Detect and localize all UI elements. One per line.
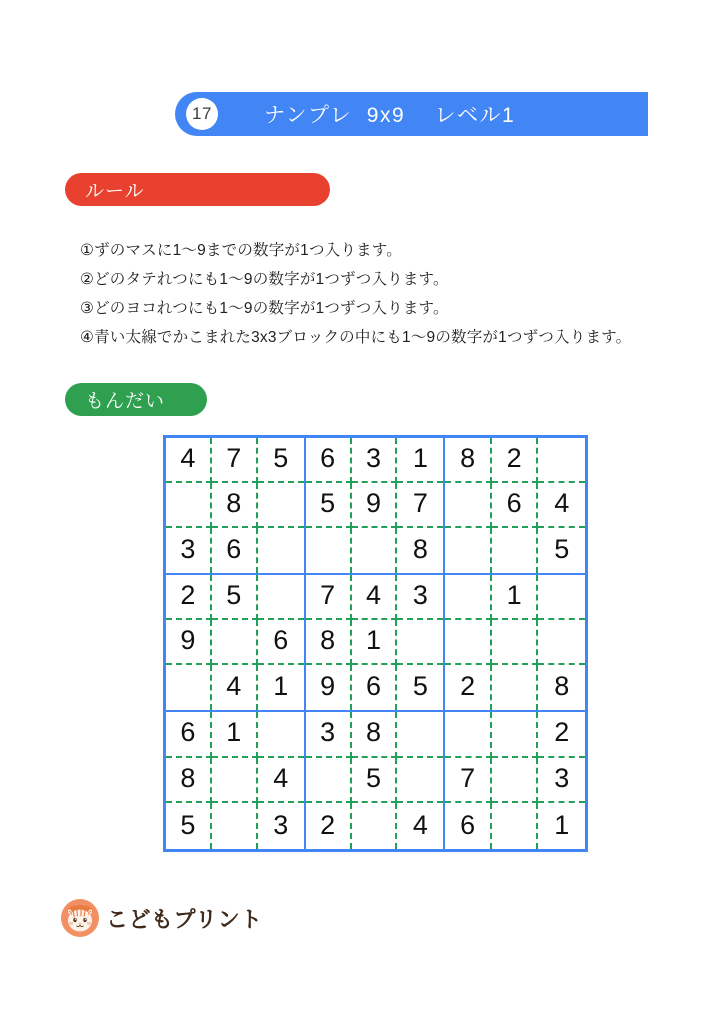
sudoku-cell-r1c1[interactable]: 4 (166, 438, 212, 483)
worksheet-number-badge: 17 (186, 98, 218, 130)
sudoku-cell-r1c5[interactable]: 3 (352, 438, 398, 483)
sudoku-block-r2c1 (166, 575, 306, 712)
sudoku-cell-r4c7[interactable] (445, 575, 492, 620)
sudoku-cell-r8c1[interactable]: 8 (166, 758, 212, 804)
sudoku-cell-r2c4[interactable]: 5 (306, 483, 352, 528)
sudoku-cell-r5c5[interactable]: 1 (352, 620, 398, 665)
sudoku-cell-r7c4[interactable]: 3 (306, 712, 352, 758)
sudoku-cell-r8c8[interactable] (492, 758, 539, 804)
sudoku-cell-r2c8[interactable]: 6 (492, 483, 539, 528)
sudoku-cell-r1c2[interactable]: 7 (212, 438, 258, 483)
rules-banner-label: ルール (85, 181, 145, 202)
rule-line-4: ④青い太線でかこまれた3x3ブロックの中にも1〜9の数字が1つずつ入ります。 (80, 329, 632, 346)
sudoku-cell-r8c7[interactable]: 7 (445, 758, 492, 804)
problem-banner-label: もんだい (85, 391, 166, 412)
sudoku-cell-r3c9[interactable]: 5 (554, 534, 570, 564)
page-title: ナンプレ 9x9 レベル1 (264, 104, 516, 127)
problem-section-banner (65, 383, 207, 416)
sudoku-cell-r7c9[interactable]: 2 (538, 712, 585, 758)
sudoku-cell-r6c7[interactable]: 2 (445, 665, 492, 710)
rule-line-2: ②どのタテれつにも1〜9の数字が1つずつ入ります。 (80, 271, 449, 288)
sudoku-cell-r3c5[interactable] (352, 528, 398, 573)
sudoku-cell-r5c9[interactable] (538, 620, 585, 665)
sudoku-cell-r5c2[interactable] (212, 620, 258, 665)
sudoku-block-r3c3 (445, 712, 585, 849)
sudoku-cell-r7c5[interactable]: 8 (352, 712, 398, 758)
sudoku-cell-r9c4[interactable]: 2 (306, 803, 352, 849)
worksheet-title-bar (175, 92, 648, 136)
sudoku-cell-r6c4[interactable]: 9 (306, 665, 352, 710)
sudoku-cell-r1c4[interactable]: 6 (306, 438, 352, 483)
sudoku-cell-r6c5[interactable]: 6 (352, 665, 398, 710)
sudoku-cell-r7c3[interactable] (258, 712, 304, 758)
sudoku-cell-r8c6[interactable] (397, 758, 443, 804)
sudoku-cell-r9c2[interactable] (212, 803, 258, 849)
sudoku-cell-r3c2[interactable]: 6 (212, 528, 258, 573)
sudoku-cell-r1c7[interactable]: 8 (445, 438, 492, 483)
sudoku-cell-r8c4[interactable] (306, 758, 352, 804)
sudoku-cell-r4c6[interactable]: 3 (397, 575, 443, 620)
sudoku-cell-r1c8[interactable]: 2 (492, 438, 539, 483)
sudoku-cell-r3c7[interactable] (445, 528, 492, 573)
sudoku-cell-r5c1[interactable]: 9 (166, 620, 212, 665)
sudoku-block-r2c3 (445, 575, 585, 712)
sudoku-block-r2c2 (306, 575, 446, 712)
rules-list (80, 236, 660, 352)
sudoku-cell-r2c6[interactable]: 7 (397, 483, 443, 528)
sudoku-block-r1c2 (306, 438, 446, 575)
sudoku-cell-r7c2[interactable]: 1 (212, 712, 258, 758)
sudoku-cell-r2c1[interactable] (166, 483, 212, 528)
sudoku-cell-r4c9[interactable] (538, 575, 585, 620)
sudoku-cell-r4c2[interactable]: 5 (212, 575, 258, 620)
sudoku-cell-r6c1[interactable] (166, 665, 212, 710)
rule-line-3: ③どのヨコれつにも1〜9の数字が1つずつ入ります。 (80, 300, 449, 317)
sudoku-cell-r9c7[interactable]: 6 (445, 803, 492, 849)
sudoku-cell-r6c6[interactable]: 5 (412, 671, 428, 701)
sudoku-cell-r6c9[interactable]: 8 (554, 671, 570, 701)
rules-section-banner (65, 173, 330, 206)
sudoku-cell-r4c1[interactable]: 2 (166, 575, 212, 620)
sudoku-cell-r5c8[interactable] (492, 620, 539, 665)
sudoku-cell-r4c8[interactable]: 1 (492, 575, 539, 620)
sudoku-cell-r9c3[interactable]: 3 (273, 809, 289, 840)
sudoku-cell-r4c4[interactable]: 7 (306, 575, 352, 620)
sudoku-cell-r2c9[interactable]: 4 (538, 483, 585, 528)
sudoku-block-r3c1 (166, 712, 306, 849)
sudoku-cell-r6c3[interactable]: 1 (273, 671, 289, 701)
sudoku-grid[interactable] (163, 435, 588, 852)
sudoku-cell-r9c5[interactable] (352, 803, 398, 849)
rule-line-1: ①ずのマスに1〜9までの数字が1つ入ります。 (80, 242, 402, 259)
sudoku-cell-r8c5[interactable]: 5 (352, 758, 398, 804)
sudoku-cell-r5c4[interactable]: 8 (306, 620, 352, 665)
sudoku-cell-r9c8[interactable] (492, 803, 539, 849)
sudoku-cell-r4c5[interactable]: 4 (352, 575, 398, 620)
sudoku-cell-r2c3[interactable] (258, 483, 304, 528)
site-logo (60, 898, 263, 938)
sudoku-cell-r8c9[interactable]: 3 (538, 758, 585, 804)
cat-face-icon (60, 898, 100, 938)
sudoku-cell-r2c5[interactable]: 9 (352, 483, 398, 528)
sudoku-cell-r6c2[interactable]: 4 (212, 665, 258, 710)
sudoku-cell-r7c1[interactable]: 6 (166, 712, 212, 758)
sudoku-cell-r1c3[interactable]: 5 (258, 438, 304, 483)
sudoku-cell-r3c8[interactable] (492, 528, 539, 573)
sudoku-cell-r3c4[interactable] (306, 528, 352, 573)
sudoku-cell-r7c6[interactable] (397, 712, 443, 758)
sudoku-cell-r5c6[interactable] (397, 620, 443, 665)
sudoku-cell-r7c7[interactable] (445, 712, 492, 758)
sudoku-cell-r4c3[interactable] (258, 575, 304, 620)
sudoku-block-r1c1 (166, 438, 306, 575)
logo-wordmark: こどもプリント (106, 906, 263, 932)
sudoku-cell-r7c8[interactable] (492, 712, 539, 758)
sudoku-cell-r2c7[interactable] (445, 483, 492, 528)
sudoku-cell-r1c6[interactable]: 1 (397, 438, 443, 483)
sudoku-cell-r9c1[interactable]: 5 (166, 803, 212, 849)
sudoku-cell-r5c3[interactable]: 6 (258, 620, 304, 665)
sudoku-block-r1c3 (445, 438, 585, 575)
sudoku-cell-r3c6[interactable]: 8 (412, 534, 428, 564)
sudoku-cell-r2c2[interactable]: 8 (212, 483, 258, 528)
sudoku-cell-r9c9[interactable]: 1 (554, 809, 570, 840)
sudoku-cell-r9c6[interactable]: 4 (412, 809, 428, 840)
sudoku-cell-r3c1[interactable]: 3 (166, 528, 212, 573)
sudoku-cell-r5c7[interactable] (445, 620, 492, 665)
sudoku-block-r3c2 (306, 712, 446, 849)
sudoku-cell-r1c9[interactable] (538, 438, 585, 483)
sudoku-cell-r8c3[interactable]: 4 (258, 758, 304, 804)
sudoku-cell-r3c3[interactable] (258, 528, 304, 573)
sudoku-cell-r6c8[interactable] (492, 665, 539, 710)
sudoku-cell-r8c2[interactable] (212, 758, 258, 804)
